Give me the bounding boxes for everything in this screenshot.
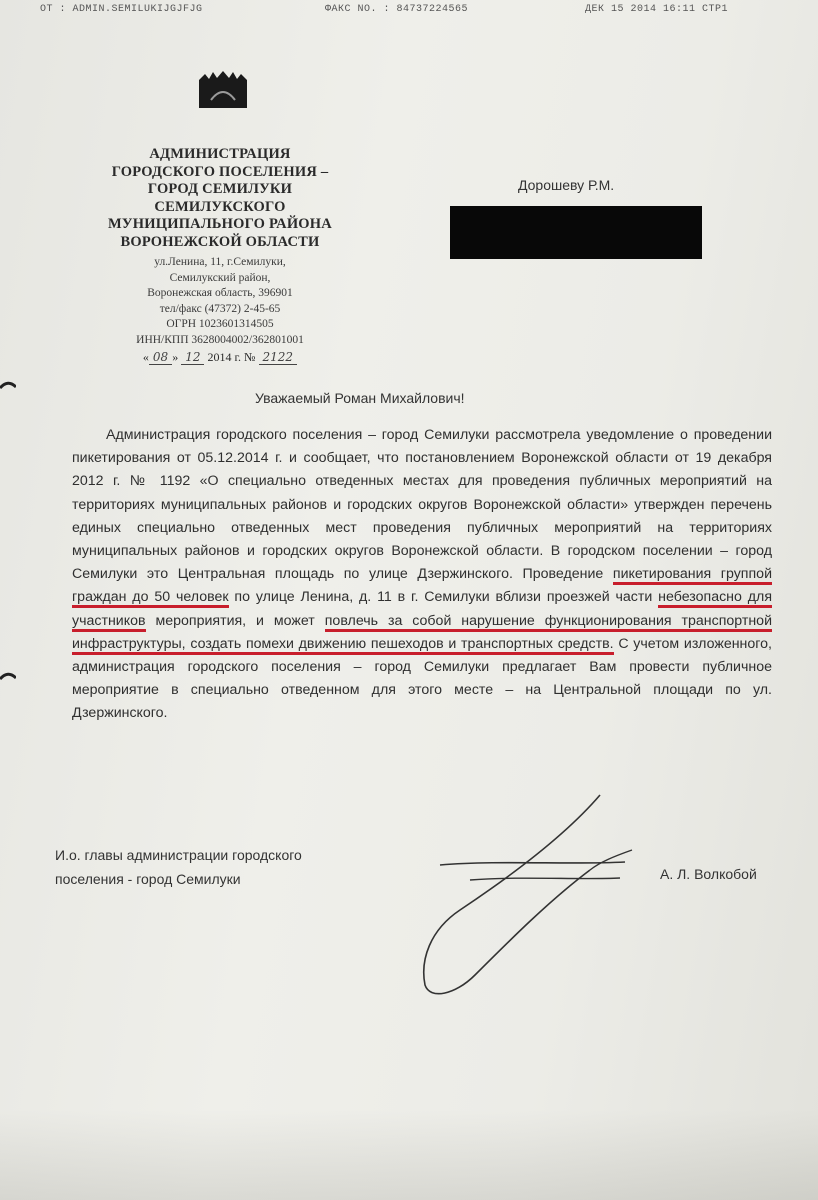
address-line: тел/факс (47372) 2-45-65 (159, 302, 281, 315)
salutation: Уважаемый Роман Михайлович! (255, 390, 465, 406)
handwritten-signature (400, 790, 660, 1005)
punch-mark-icon (0, 381, 16, 389)
address-line: Воронежская область, 396901 (147, 287, 293, 299)
coat-of-arms-emblem-icon (197, 70, 249, 110)
document-reference (80, 350, 360, 365)
fax-number: ФАКС NO. : 84737224565 (325, 4, 469, 15)
org-line: АДМИНИСТРАЦИЯ (149, 146, 291, 162)
org-line: ГОРОДСКОГО ПОСЕЛЕНИЯ – (111, 163, 329, 180)
org-line: МУНИЦИПАЛЬНОГО РАЙОНА (108, 216, 332, 232)
sender-address (80, 255, 360, 348)
address-line: ИНН/КПП 3628004002/362801001 (136, 333, 304, 346)
recipient-name: Дорошеву Р.М. (518, 177, 615, 193)
signer-title-line: поселения - город Семилуки (55, 871, 241, 887)
ref-number: 2122 (259, 350, 298, 365)
ref-day: 08 (149, 350, 172, 365)
address-line: ОГРН 1023601314505 (166, 318, 274, 330)
letter-body (72, 424, 772, 726)
body-text-segment: мероприятия, и может (145, 612, 325, 629)
address-line: ул.Ленина, 11, г.Семилуки, (154, 256, 286, 268)
fax-date: ДЕК 15 2014 16:11 СТР1 (585, 4, 729, 15)
signer-name: А. Л. Волкобой (660, 866, 757, 882)
org-line: СЕМИЛУКСКОГО (154, 198, 286, 215)
org-line: ГОРОД СЕМИЛУКИ (147, 181, 293, 197)
body-text-segment: Администрация городского поселения – город Семилуки рассмотрела уведомление о проведении пикетирования от 05.12.2014 г. и сообщает, что постановлением Воронежской области от 19 декабря 2012 г. № 1192 «О специально отведенных местах для проведения публичных мероприятий на территориях муниципальных районов и городских округов Воронежской области» утвержден перечень единых специально отведенных мест проведения публичных мероприятий на территориях муниципальных районов и городских округов Воронежской области. В городском поселении – город Семилуки это Центральная площадь по улице Дзержинского. Проведение (72, 427, 772, 583)
ref-close-quote: » (172, 350, 179, 364)
signer-title (55, 843, 302, 891)
ref-open-quote: « (142, 350, 149, 364)
sender-organization (80, 146, 360, 251)
ref-month: 12 (181, 350, 204, 365)
sender-block (80, 146, 360, 365)
punch-mark-icon (0, 672, 16, 680)
body-text-segment: С учетом изложенного, администрация городского поселения – город Семилуки предлагает Вам провести публичное мероприятие в специально отведенном для этого месте – на Центральной площади по ул. Дзержинского. (72, 635, 772, 722)
underlined-phrase: пикетирования группой граждан до 50 человек (72, 566, 772, 608)
redaction-block (450, 206, 702, 259)
body-paragraph (72, 424, 772, 726)
underlined-phrase: небезопасно для участников (72, 589, 772, 631)
fax-from: ОТ : ADMIN.SEMILUKIJGJFJG (40, 4, 203, 15)
ref-year: 2014 г. № (207, 350, 256, 364)
underlined-phrase: повлечь за собой нарушение функционирования транспортной инфраструктуры, создать помехи движению пешеходов и транспортных средств. (72, 613, 772, 655)
signer-title-line: И.о. главы администрации городского (55, 847, 302, 863)
address-line: Семилукский район, (169, 271, 271, 284)
org-line: ВОРОНЕЖСКОЙ ОБЛАСТИ (120, 233, 320, 250)
fax-header (40, 0, 798, 20)
body-text-segment: по улице Ленина, д. 11 в г. Семилуки вблизи проезжей части (228, 589, 659, 606)
